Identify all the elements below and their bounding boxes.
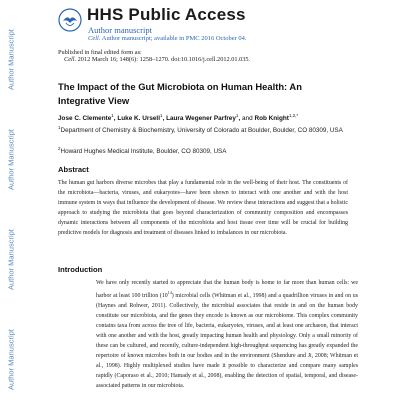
- author-name: Rob Knight: [254, 115, 289, 123]
- intro-text-a: We have only recently started to appreciate that the human body is home to far more than human cells: we harbor at least 100 trillion (10: [96, 280, 358, 299]
- published-line: Published in final edited form as:: [58, 49, 142, 56]
- affiliation-1-number: 1: [58, 125, 61, 130]
- author-name: Luke K. Ursell: [117, 115, 160, 123]
- intro-text-sup: 14: [167, 290, 172, 295]
- hhs-eagle-logo-icon: [58, 8, 82, 32]
- author-sup: 1: [235, 113, 239, 118]
- header-subtitle: Author manuscript: [88, 25, 152, 35]
- author-sup: 1: [159, 113, 163, 118]
- author-name: Jose C. Clemente: [58, 115, 112, 123]
- affiliation-2-number: 2: [58, 146, 61, 151]
- authors-and: and: [242, 115, 253, 123]
- header-availability: [88, 35, 247, 42]
- header-title: HHS Public Access: [87, 5, 246, 24]
- affiliation-1: [58, 124, 358, 136]
- abstract-text: The human gut harbors diverse microbes that play a fundamental role in the well-being of their host. The constituents of the microbiota—bacteria, viruses, and eukaryotes—have been shown to interact with one another and with the host immune system in ways that influence the development of disease. We review these interactions and suggest that a holistic approach to studying the microbiota that goes beyond characterization of community composition and encompasses dynamic interactions between all components of the microbiota and host tissue over time will be crucial for building predictive models for diagnosis and treatment of diseases linked to imbalances in our microbiota.: [58, 180, 348, 236]
- article-title: The Impact of the Gut Microbiota on Human Health: An Integrative View: [58, 81, 302, 106]
- side-label-author-manuscript: Author Manuscript: [6, 29, 16, 91]
- author-sup: 1: [111, 113, 114, 118]
- availability-text: Author manuscript; available in PMC 2016 October 04.: [101, 35, 247, 42]
- citation-text: 2012 March 16; 148(6): 1258–1270. doi:10.1016/j.cell.2012.01.035.: [77, 56, 251, 63]
- affiliation-2-text: Howard Hughes Medical Institute, Boulder, CO 80309, USA: [60, 148, 227, 156]
- intro-text-b: ) microbial cells (Whitman et al., 1998) and a quadrillion viruses in and on us (Haynes and Rohwer, 2011). Collectively, the microbial associates that reside in and on the human body constitute our microbiota, and the genes they encode is known as our microbiome. This complex community contains taxa from across the tree of life, bacteria, eukaryotes, viruses, and at least one archaeon, that interact with one another and with the host, greatly impacting human health and physiology. Only a small minority of these can be cultured, and recently, culture-independent high-throughput sequencing has greatly expanded the repertoire of known microbes both in our bodies and in the environment (Shendure and Ji, 2008; Whitman et al., 1998). Highly multiplexed studies have made it possible to characterize and compare many samples rapidly (Caporaso et al., 2010; Hamady et al., 2008), enabling the detection of spatial, temporal, and disease-associated patterns in our microbiota.: [96, 292, 358, 389]
- author-list: Jose C. Clemente$^1$, Luke K. Ursell$^1$, Laura Wegener Parfrey$^1$, and Rob Knight$^{1,2,*}$: [58, 113, 299, 123]
- author-sup: 1,2,*: [288, 113, 299, 118]
- side-label-author-manuscript: Author Manuscript: [6, 329, 16, 391]
- abstract-heading: Abstract: [58, 165, 89, 174]
- introduction-heading: Introduction: [58, 265, 103, 274]
- author-name: Laura Wegener Parfrey: [166, 115, 236, 123]
- citation-journal: Cell.: [64, 56, 77, 63]
- side-label-author-manuscript: Author Manuscript: [6, 129, 16, 191]
- affiliation-2: [58, 145, 358, 157]
- affiliation-1-text: Department of Chemistry & Biochemistry, University of Colorado at Boulder, Boulder, CO 80309, USA: [60, 127, 343, 135]
- side-label-author-manuscript: Author Manuscript: [6, 229, 16, 291]
- availability-journal: Cell.: [88, 35, 101, 42]
- introduction-text: [96, 278, 358, 396]
- citation-line: [64, 56, 250, 63]
